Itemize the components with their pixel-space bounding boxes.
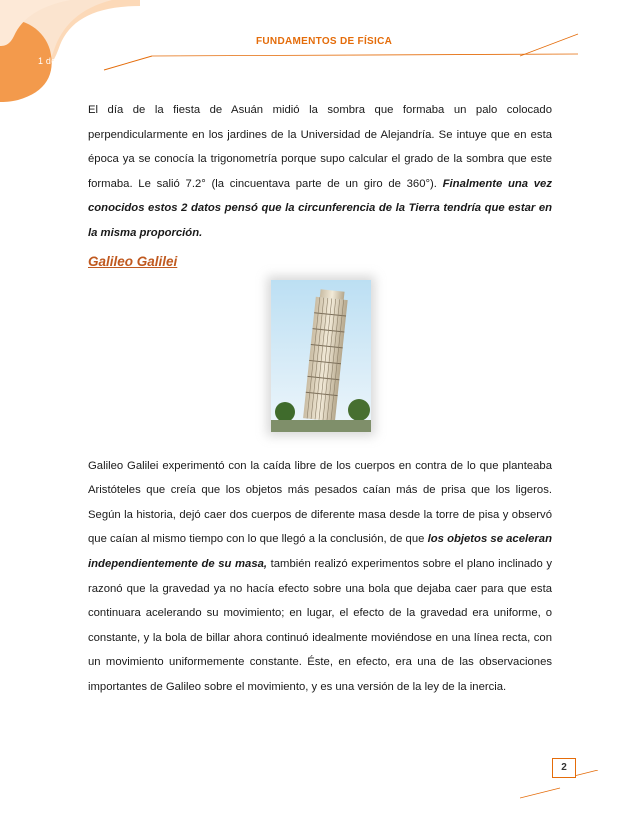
leaning-tower-icon	[271, 280, 371, 432]
paragraph-text: Galileo Galilei experimentó con la caída libre de los cuerpos en contra de lo que planteaba Aristóteles que creía que los objetos más pesados caían más de prisa que los ligeros. Según la historia, dejó caer dos cuerpos de diferente masa desde la torre de pisa y observó que caían al mismo tiempo con lo que llegó a la conclusión, de que	[88, 459, 552, 546]
section-heading-galileo: Galileo Galilei	[88, 253, 178, 269]
page-number: 2	[552, 758, 576, 778]
page-content	[88, 98, 552, 700]
paragraph-galileo	[88, 454, 552, 700]
paragraph-text: también realizó experimentos sobre el plano inclinado y razonó que la gravedad ya no hacía efecto sobre una bola que dejaba caer para que esta continuara acelerando su movimiento; en lugar, el efecto de la gravedad era uniforme, o constante, y la bola de billar ahora continuó idealmente moviéndose en una línea recta, con un movimiento uniformemente constante. Éste, en efecto, era una de las observaciones importantes de Galileo sobre el movimiento, y es una versión de la ley de la inercia.	[88, 557, 552, 693]
paragraph-text: El día de la fiesta de Asuán midió la sombra que formaba un palo colocado perpendicularmente en los jardines de la Universidad de Alejandría. Se intuye que en esta época ya se conocía la trigonometría porque supo calcular el grado de la sombra que este formaba. Le salió 7.2° (la cincuentava parte de un giro de 360°).	[88, 104, 552, 190]
figure	[88, 280, 552, 454]
paragraph-eratostenes	[88, 98, 552, 246]
paragraph-emphasis: Finalmente una vez conocidos estos 2 datos pensó que la circunferencia de la Tierra tendría que estar en la misma proporción.	[88, 177, 552, 239]
paragraph-emphasis: los objetos se aceleran independientemente de su masa,	[88, 533, 552, 570]
header-date: 1 de ene.	[38, 56, 78, 66]
header-title: FUNDAMENTOS DE FÍSICA	[256, 36, 393, 47]
